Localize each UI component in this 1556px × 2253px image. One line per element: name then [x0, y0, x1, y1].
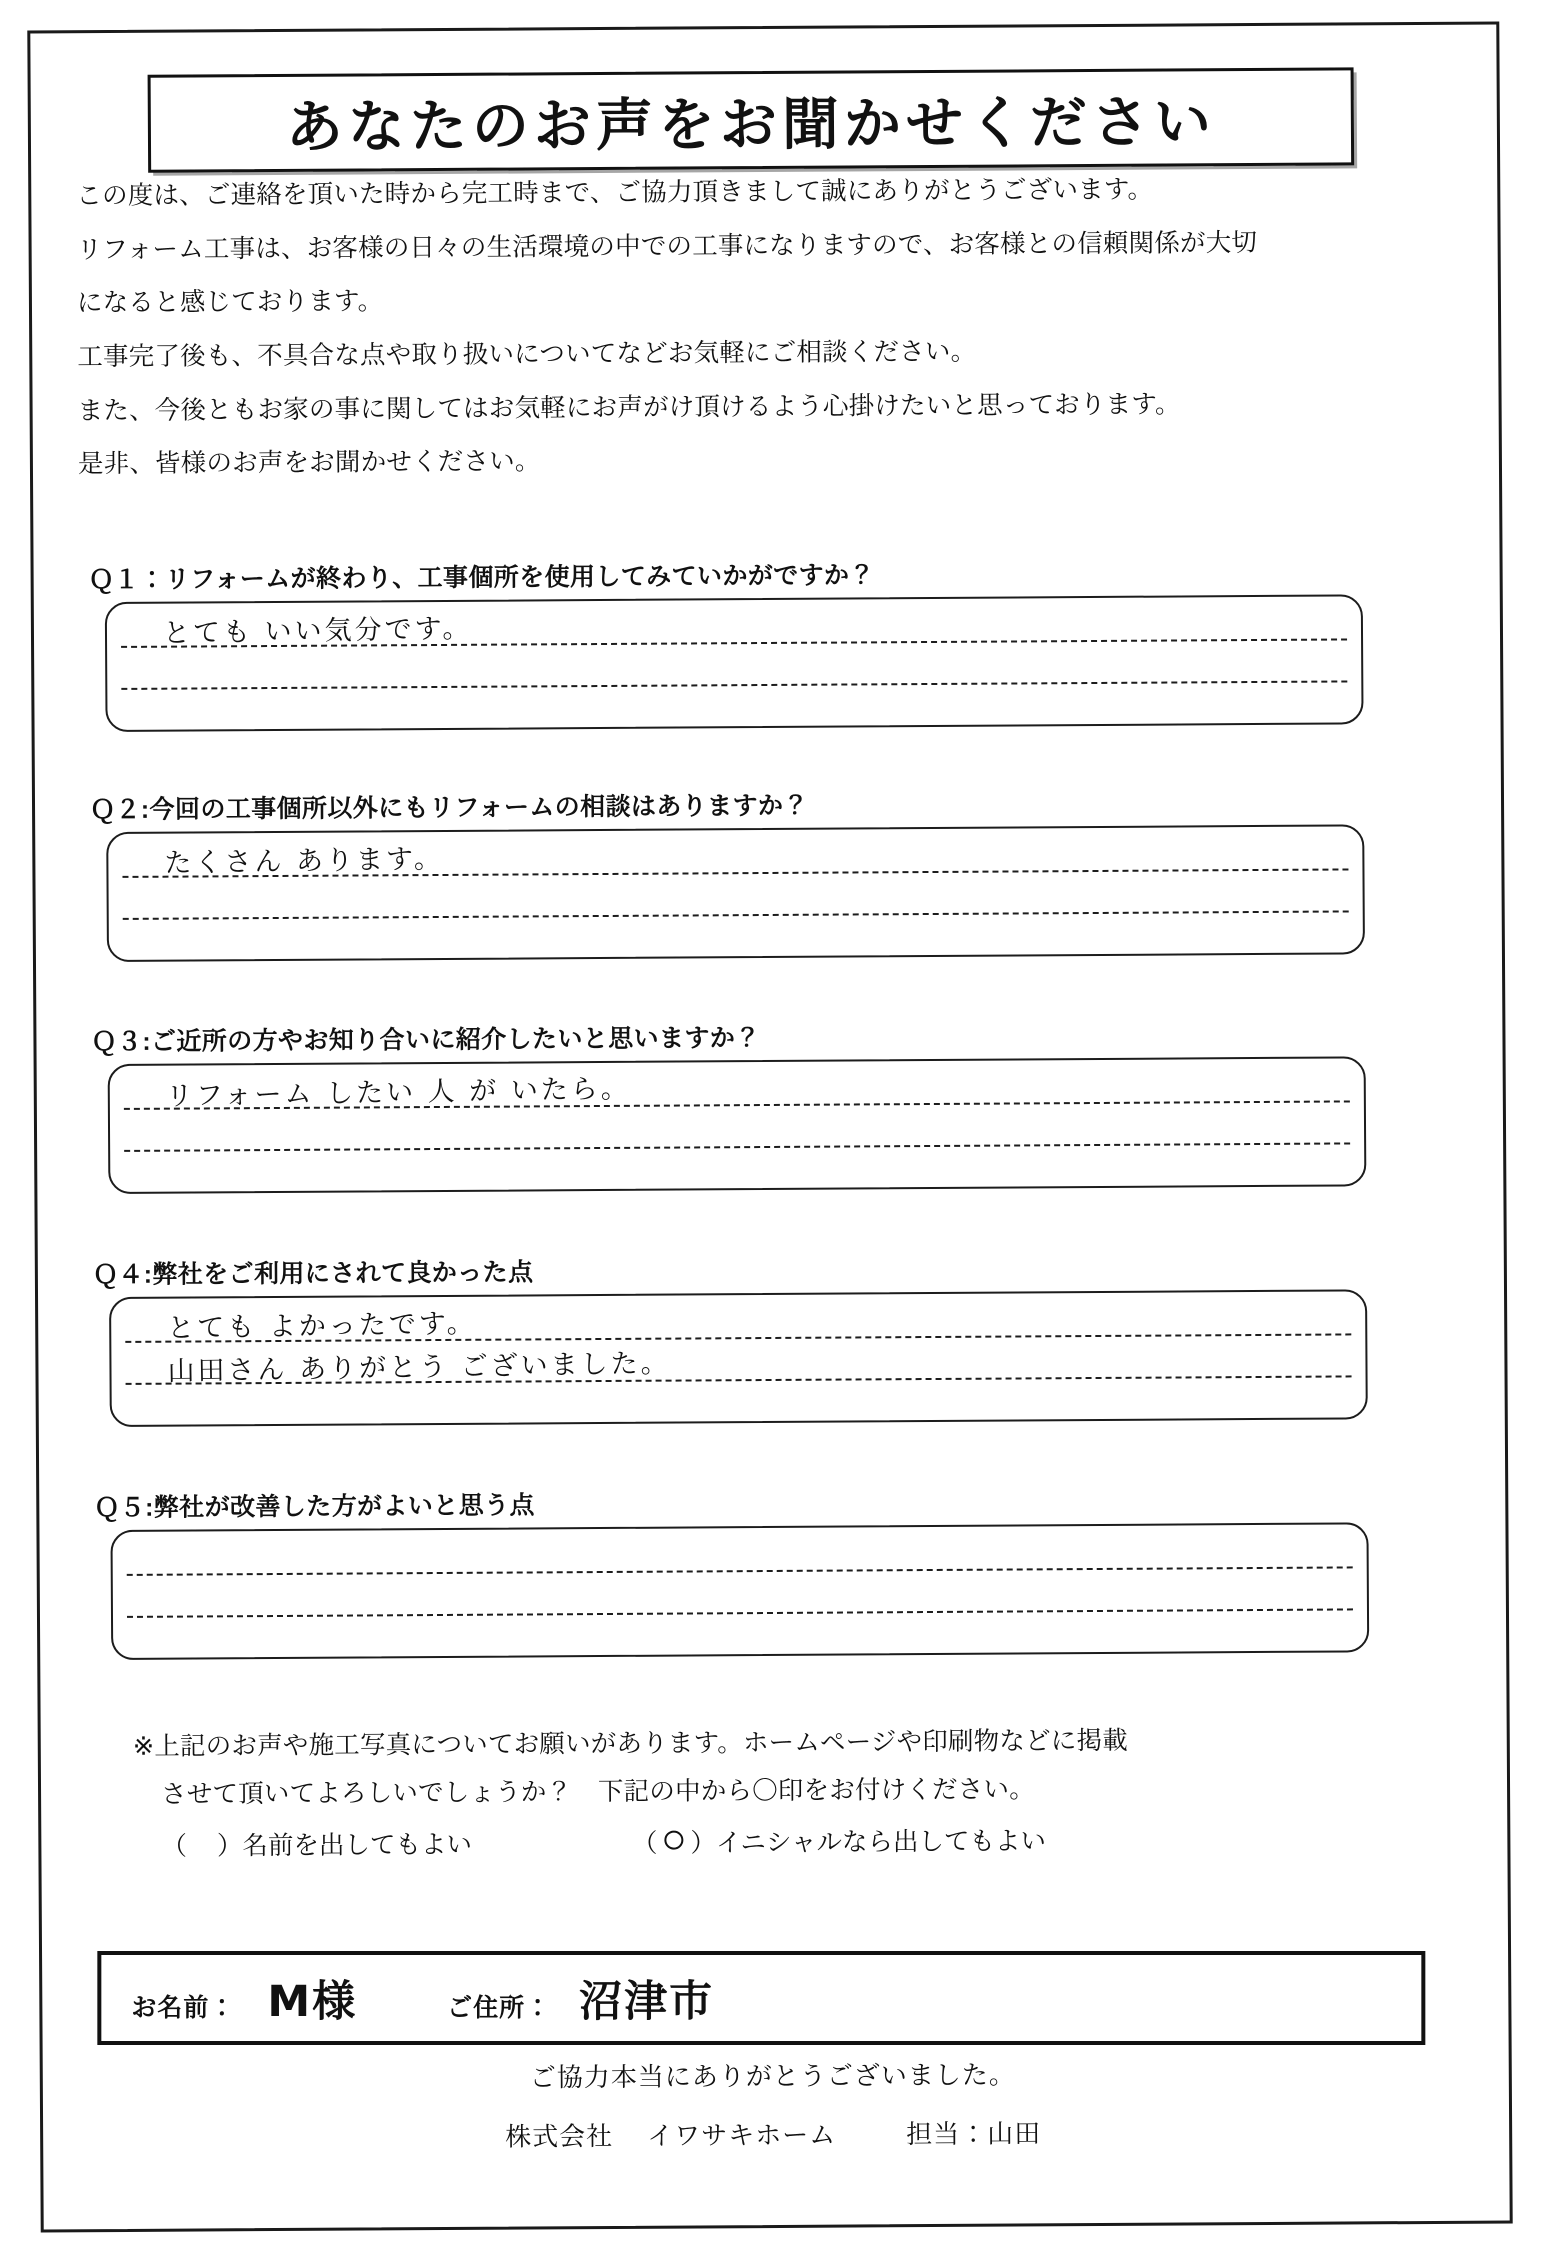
- company-prefix: 株式会社: [505, 2120, 614, 2152]
- page-title: あなたのお声をお聞かせください: [285, 89, 1217, 161]
- answer-rule: [127, 1608, 1353, 1617]
- page-title-box: [148, 67, 1355, 172]
- consent-option-full-name[interactable]: [161, 1825, 472, 1863]
- footer-thanks: ご協力本当にありがとうございました。: [529, 2059, 1016, 2093]
- company-name: イワサキホーム: [647, 2119, 837, 2151]
- publication-consent-notice: [133, 1722, 1434, 1863]
- handwritten-answer-4-line-2: 山田さん ありがとう ございました。: [167, 1347, 671, 1388]
- question-label-2: Ｑ２:今回の工事個所以外にもリフォームの相談はありますか？: [89, 791, 809, 825]
- intro-line-3: になると感じております。: [76, 287, 384, 318]
- intro-line-4: 工事完了後も、不具合な点や取り扱いについてなどお気軽にご相談ください。: [77, 337, 977, 372]
- question-block-4: [93, 1247, 1424, 1427]
- intro-paragraph: [76, 172, 1468, 502]
- handwritten-answer-1-line-1: とても いい気分です。: [162, 613, 473, 650]
- answer-field-5[interactable]: [110, 1522, 1369, 1660]
- question-label-5: Ｑ５:弊社が改善した方がよいと思う点: [94, 1491, 535, 1523]
- consent-options: [133, 1819, 1433, 1863]
- customer-name-label: お名前：: [131, 1993, 236, 2022]
- answer-rule: [124, 1142, 1350, 1151]
- intro-line-1: この度は、ご連絡を頂いた時から完工時まで、ご協力頂きまして誠にありがとうございます。: [76, 175, 1154, 211]
- intro-line-6: 是非、皆様のお声をお聞かせください。: [77, 447, 541, 479]
- option-initials-label: ）イニシャルなら出してもよい: [690, 1827, 1047, 1858]
- form-content: [27, 22, 1506, 2227]
- option-full-name-label: ）名前を出してもよい: [216, 1830, 473, 1861]
- answer-rule: [127, 1566, 1353, 1575]
- circle-mark-icon: [664, 1830, 683, 1849]
- option-open-paren: （: [631, 1829, 658, 1858]
- question-block-1: [89, 552, 1420, 732]
- customer-address-value: 沼津市: [579, 1976, 715, 2027]
- option-open-paren: （: [161, 1832, 188, 1861]
- customer-address-cell: [357, 1968, 714, 2029]
- answer-field-2[interactable]: [106, 824, 1365, 962]
- answer-field-3[interactable]: [108, 1056, 1367, 1194]
- intro-line-2: リフォーム工事は、お客様の日々の生活環境の中での工事になりますので、お客様との信頼関係が大切: [76, 228, 1258, 264]
- consent-option-initials[interactable]: [632, 1821, 1046, 1860]
- answer-field-1[interactable]: [105, 594, 1364, 732]
- customer-identity-box: [97, 1951, 1425, 2045]
- staff-in-charge: 担当：山田: [906, 2118, 1042, 2150]
- answer-rule: [123, 910, 1349, 919]
- intro-line-5: また、今後ともお家の事に関してはお気軽にお声がけ頂けるよう心掛けたいと思っております。: [77, 390, 1181, 425]
- question-block-3: [91, 1014, 1422, 1194]
- question-label-1: Ｑ１：リフォームが終わり、工事個所を使用してみていかがですか？: [88, 561, 875, 595]
- form-footer: [40, 2052, 1507, 2179]
- notice-line-1: ※上記のお声や施工写真についてお願いがあります。ホームページや印刷物などに掲載: [132, 1726, 1128, 1761]
- notice-line-2: させて頂いてよろしいでしょうか？ 下記の中から〇印をお付けください。: [161, 1775, 1035, 1810]
- answer-field-4[interactable]: [109, 1289, 1368, 1427]
- handwritten-answer-2-line-1: たくさん あります。: [164, 843, 445, 880]
- answer-rule: [121, 680, 1347, 689]
- customer-name-value: M様: [267, 1976, 358, 2027]
- handwritten-answer-4-line-1: とても よかったです。: [167, 1308, 477, 1345]
- customer-name-cell: [101, 1968, 357, 2029]
- question-block-5: [94, 1480, 1425, 1660]
- footer-company-line: [40, 2111, 1506, 2157]
- handwritten-answer-3-line-1: リフォーム したい 人 が いたら。: [165, 1073, 632, 1113]
- question-label-4: Ｑ４:弊社をご利用にされて良かった点: [92, 1258, 534, 1290]
- customer-address-label: ご住所：: [447, 1993, 552, 2022]
- question-block-2: [90, 782, 1421, 962]
- question-label-3: Ｑ３:ご近所の方やお知り合いに紹介したいと思いますか？: [91, 1024, 761, 1057]
